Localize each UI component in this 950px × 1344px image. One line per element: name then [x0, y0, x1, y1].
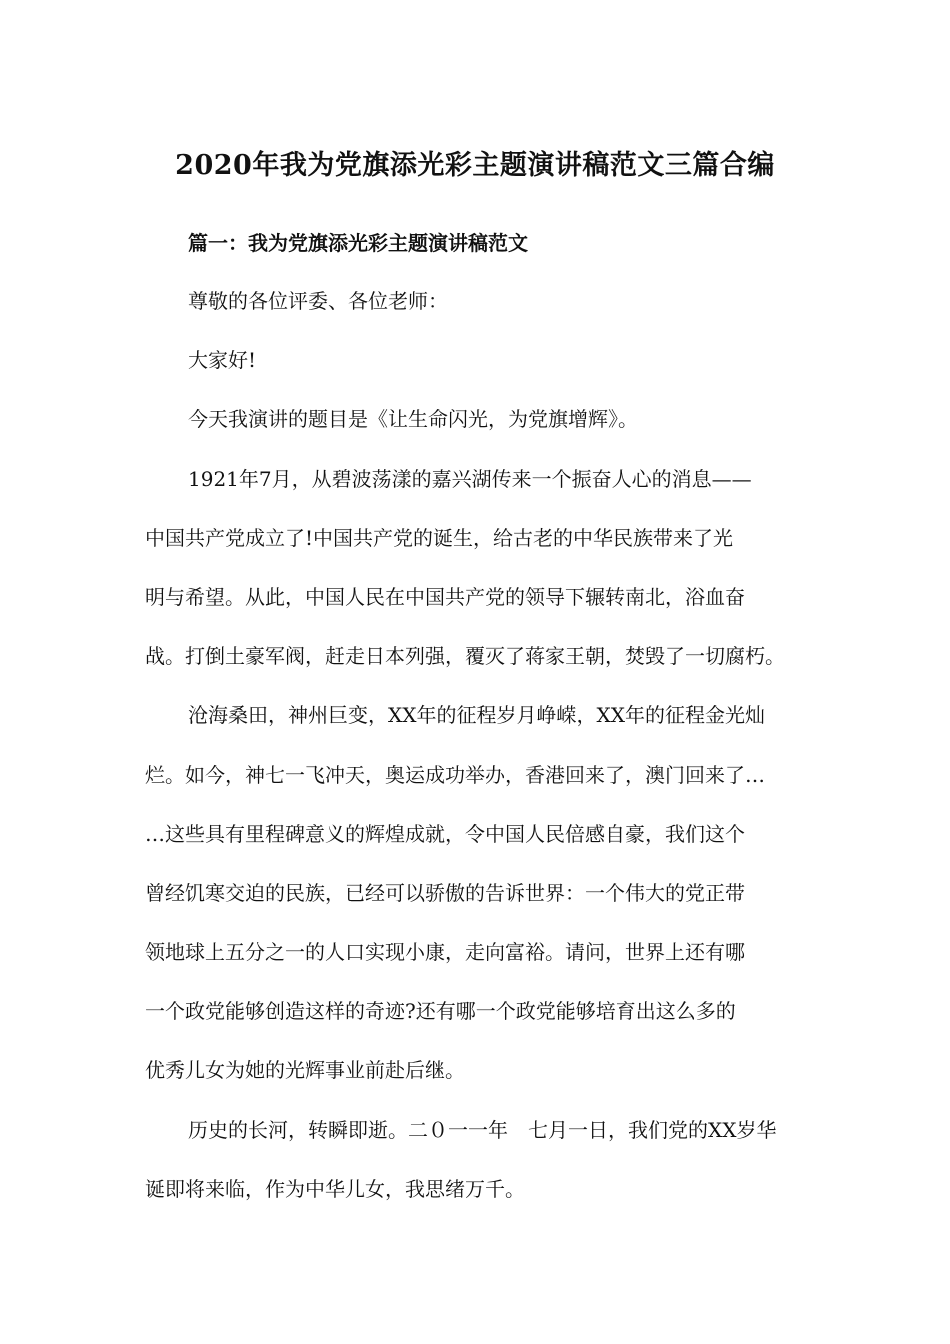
paragraph-line: 烂。如今，神七一飞冲天，奥运成功举办，香港回来了，澳门回来了…: [145, 762, 765, 787]
paragraph-line: 战。打倒土豪军阀，赶走日本列强，覆灭了蒋家王朝，焚毁了一切腐朽。: [145, 644, 785, 669]
paragraph-line: 沧海桑田，神州巨变，XX年的征程岁月峥嵘，XX年的征程金光灿: [188, 703, 765, 728]
paragraph-line: 领地球上五分之一的人口实现小康，走向富裕。请问，世界上还有哪: [145, 940, 745, 965]
paragraph-line: 明与希望。从此，中国人民在中国共产党的领导下辗转南北，浴血奋: [145, 584, 745, 609]
salutation-line: 尊敬的各位评委、各位老师：: [188, 289, 448, 313]
paragraph-line: 曾经饥寒交迫的民族，已经可以骄傲的告诉世界：一个伟大的党正带: [145, 880, 745, 905]
paragraph-line: 中国共产党成立了!中国共产党的诞生，给古老的中华民族带来了光: [145, 525, 734, 550]
topic-line: 今天我演讲的题目是《让生命闪光，为党旗增辉》。: [188, 407, 638, 432]
paragraph-line: 1921年7月，从碧波荡漾的嘉兴湖传来一个振奋人心的消息——: [188, 466, 752, 491]
section-heading: 篇一：我为党旗添光彩主题演讲稿范文: [188, 231, 528, 255]
paragraph-line: 一个政党能够创造这样的奇迹?还有哪一个政党能够培育出这么多的: [145, 999, 736, 1024]
paragraph-line: …这些具有里程碑意义的辉煌成就，令中国人民倍感自豪，我们这个: [145, 821, 745, 846]
greeting-line: 大家好!: [188, 348, 257, 373]
document-title: 2020年我为党旗添光彩主题演讲稿范文三篇合编: [175, 150, 775, 181]
body-text: [145, 286, 810, 1204]
paragraph-line: 诞即将来临，作为中华儿女，我思绪万千。: [145, 1176, 525, 1201]
paragraph-line: 优秀儿女为她的光辉事业前赴后继。: [145, 1058, 465, 1083]
paragraph-line: 历史的长河，转瞬即逝。二０一一年 七月一日，我们党的XX岁华: [188, 1117, 777, 1142]
